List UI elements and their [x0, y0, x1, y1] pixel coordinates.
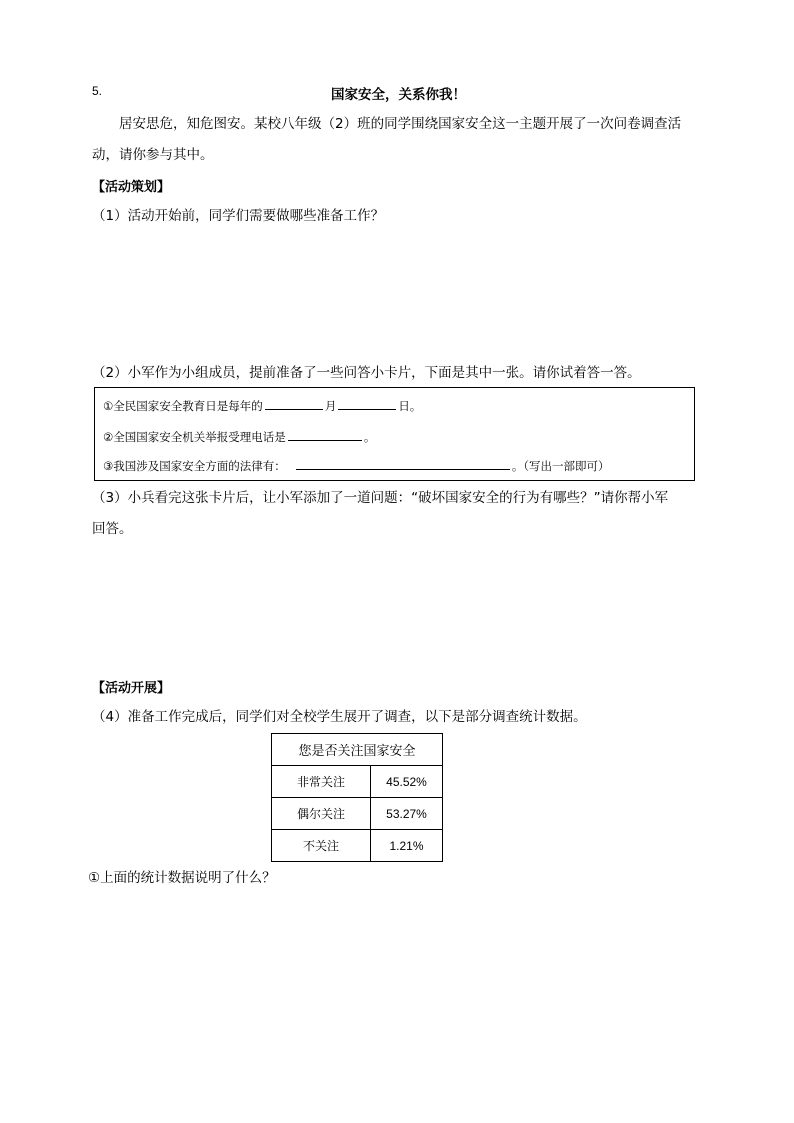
- card-line-2-prefix: ②全国国家安全机关举报受理电话是: [103, 430, 286, 444]
- sub-question-3-line-2: 回答。: [92, 521, 133, 537]
- survey-table: [271, 733, 443, 862]
- intro-line-2: 动，请你参与其中。: [92, 147, 214, 163]
- sub-question-3-line-1: （3）小兵看完这张卡片后，让小军添加了一道问题：“破坏国家安全的行为有哪些？”请你帮小军: [92, 490, 669, 506]
- survey-row-value: 1.21%: [371, 830, 443, 862]
- answer-blank-law[interactable]: [296, 457, 510, 470]
- survey-table-header-row: [272, 734, 443, 766]
- section-heading-activity: 【活动开展】: [92, 681, 171, 696]
- card-line-1-prefix: ①全民国家安全教育日是每年的: [103, 399, 263, 413]
- card-line-3-suffix: 。（写出一部即可）: [511, 459, 610, 473]
- survey-row-label: 偶尔关注: [272, 798, 371, 830]
- card-line-1: [103, 397, 421, 414]
- sub-question-2: （2）小军作为小组成员，提前准备了一些问答小卡片，下面是其中一张。请你试着答一答。: [92, 365, 641, 381]
- table-row: [272, 766, 443, 798]
- survey-row-value: 53.27%: [371, 798, 443, 830]
- sub-question-4-part-1: ①上面的统计数据说明了什么？: [88, 870, 276, 886]
- card-line-2-suffix: 。: [363, 430, 376, 444]
- table-row: [272, 830, 443, 862]
- survey-table-header: 您是否关注国家安全: [272, 734, 443, 766]
- card-line-1-day: 日。: [398, 399, 422, 413]
- survey-row-label: 不关注: [272, 830, 371, 862]
- sub-question-1: （1）活动开始前，同学们需要做哪些准备工作？: [92, 208, 385, 224]
- survey-row-label: 非常关注: [272, 766, 371, 798]
- table-row: [272, 798, 443, 830]
- sub-question-4: （4）准备工作完成后，同学们对全校学生展开了调查，以下是部分调查统计数据。: [92, 709, 587, 725]
- answer-blank-phone[interactable]: [288, 428, 362, 441]
- question-title: 国家安全，关系你我！: [331, 87, 466, 103]
- card-line-1-month: 月: [324, 399, 337, 413]
- card-line-3-prefix: ③我国涉及国家安全方面的法律有：: [103, 459, 286, 473]
- qa-card: [94, 387, 695, 481]
- answer-blank-day[interactable]: [338, 397, 396, 410]
- intro-line-1: 居安思危，知危图安。某校八年级（2）班的同学围绕国家安全这一主题开展了一次问卷调查活: [119, 116, 682, 132]
- section-heading-planning: 【活动策划】: [92, 180, 171, 195]
- question-number: 5.: [92, 84, 103, 98]
- survey-row-value: 45.52%: [371, 766, 443, 798]
- card-line-3: [103, 457, 610, 474]
- answer-blank-month[interactable]: [265, 397, 323, 410]
- card-line-2: [103, 428, 375, 445]
